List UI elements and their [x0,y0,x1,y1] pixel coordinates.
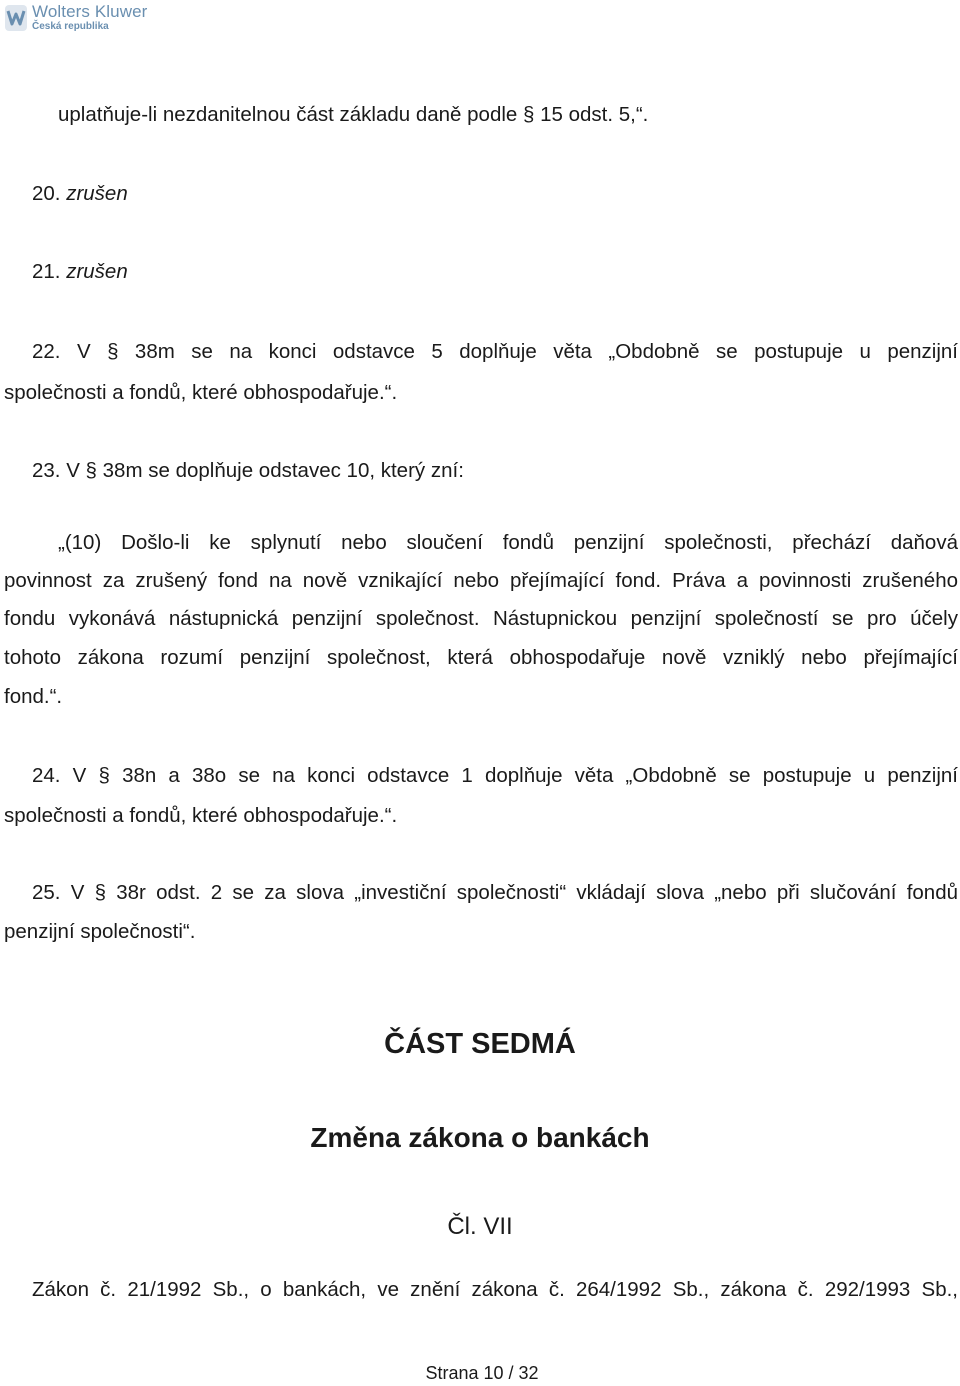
item-22-line-1: 22. V § 38m se na konci odstavce 5 doplňuje věta „Obdobně se postupuje u penzijní [32,340,958,363]
law-reference: Zákon č. 21/1992 Sb., o bankách, ve znění zákona č. 264/1992 Sb., zákona č. 292/1993 Sb., [32,1278,958,1301]
quote-line-4: tohoto zákona rozumí penzijní společnost, která obhospodařuje nově vzniklý nebo přejímající [4,646,958,669]
paragraph-19-end: uplatňuje-li nezdanitelnou část základu daně podle § 15 odst. 5,“. [58,103,649,126]
item-25-line-1: 25. V § 38r odst. 2 se za slova „investiční společnosti“ vkládají slova „nebo při slučování fondů [32,881,958,904]
wolters-kluwer-logo-icon [4,4,28,32]
item-21 [32,260,128,285]
logo-subbrand-text: Česká republika [32,21,109,32]
quote-line-5: fond.“. [4,685,63,708]
item-24-line-2: společnosti a fondů, které obhospodařuje.“. [4,804,398,827]
quote-line-1: „(10) Došlo-li ke splynutí nebo sloučení fondů penzijní společnosti, přechází daňová [58,531,958,554]
item-21-text: zrušen [66,260,128,283]
item-21-number: 21. [32,260,61,283]
law-title: Změna zákona o bankách [310,1122,650,1153]
logo-brand-text: Wolters Kluwer [32,2,148,21]
item-25-line-2: penzijní společnosti“. [4,920,196,943]
part-title: ČÁST SEDMÁ [384,1028,576,1060]
item-23: 23. V § 38m se doplňuje odstavec 10, který zní: [32,459,464,482]
quote-line-3: fondu vykonává nástupnická penzijní společnost. Nástupnickou penzijní společností se pro účely [4,607,958,630]
page-number: Strana 10 / 32 [425,1363,539,1383]
item-24-line-1: 24. V § 38n a 38o se na konci odstavce 1 doplňuje věta „Obdobně se postupuje u penzijní [32,764,958,787]
article-heading: Čl. VII [447,1213,513,1240]
item-22-line-2: společnosti a fondů, které obhospodařuje.“. [4,381,398,404]
item-20-text: zrušen [66,182,128,205]
quote-line-2: povinnost za zrušený fond na nově vznikající nebo přejímající fond. Práva a povinnosti zrušeného [4,569,958,592]
item-20 [32,182,128,207]
publisher-logo [4,3,147,32]
item-20-number: 20. [32,182,61,205]
